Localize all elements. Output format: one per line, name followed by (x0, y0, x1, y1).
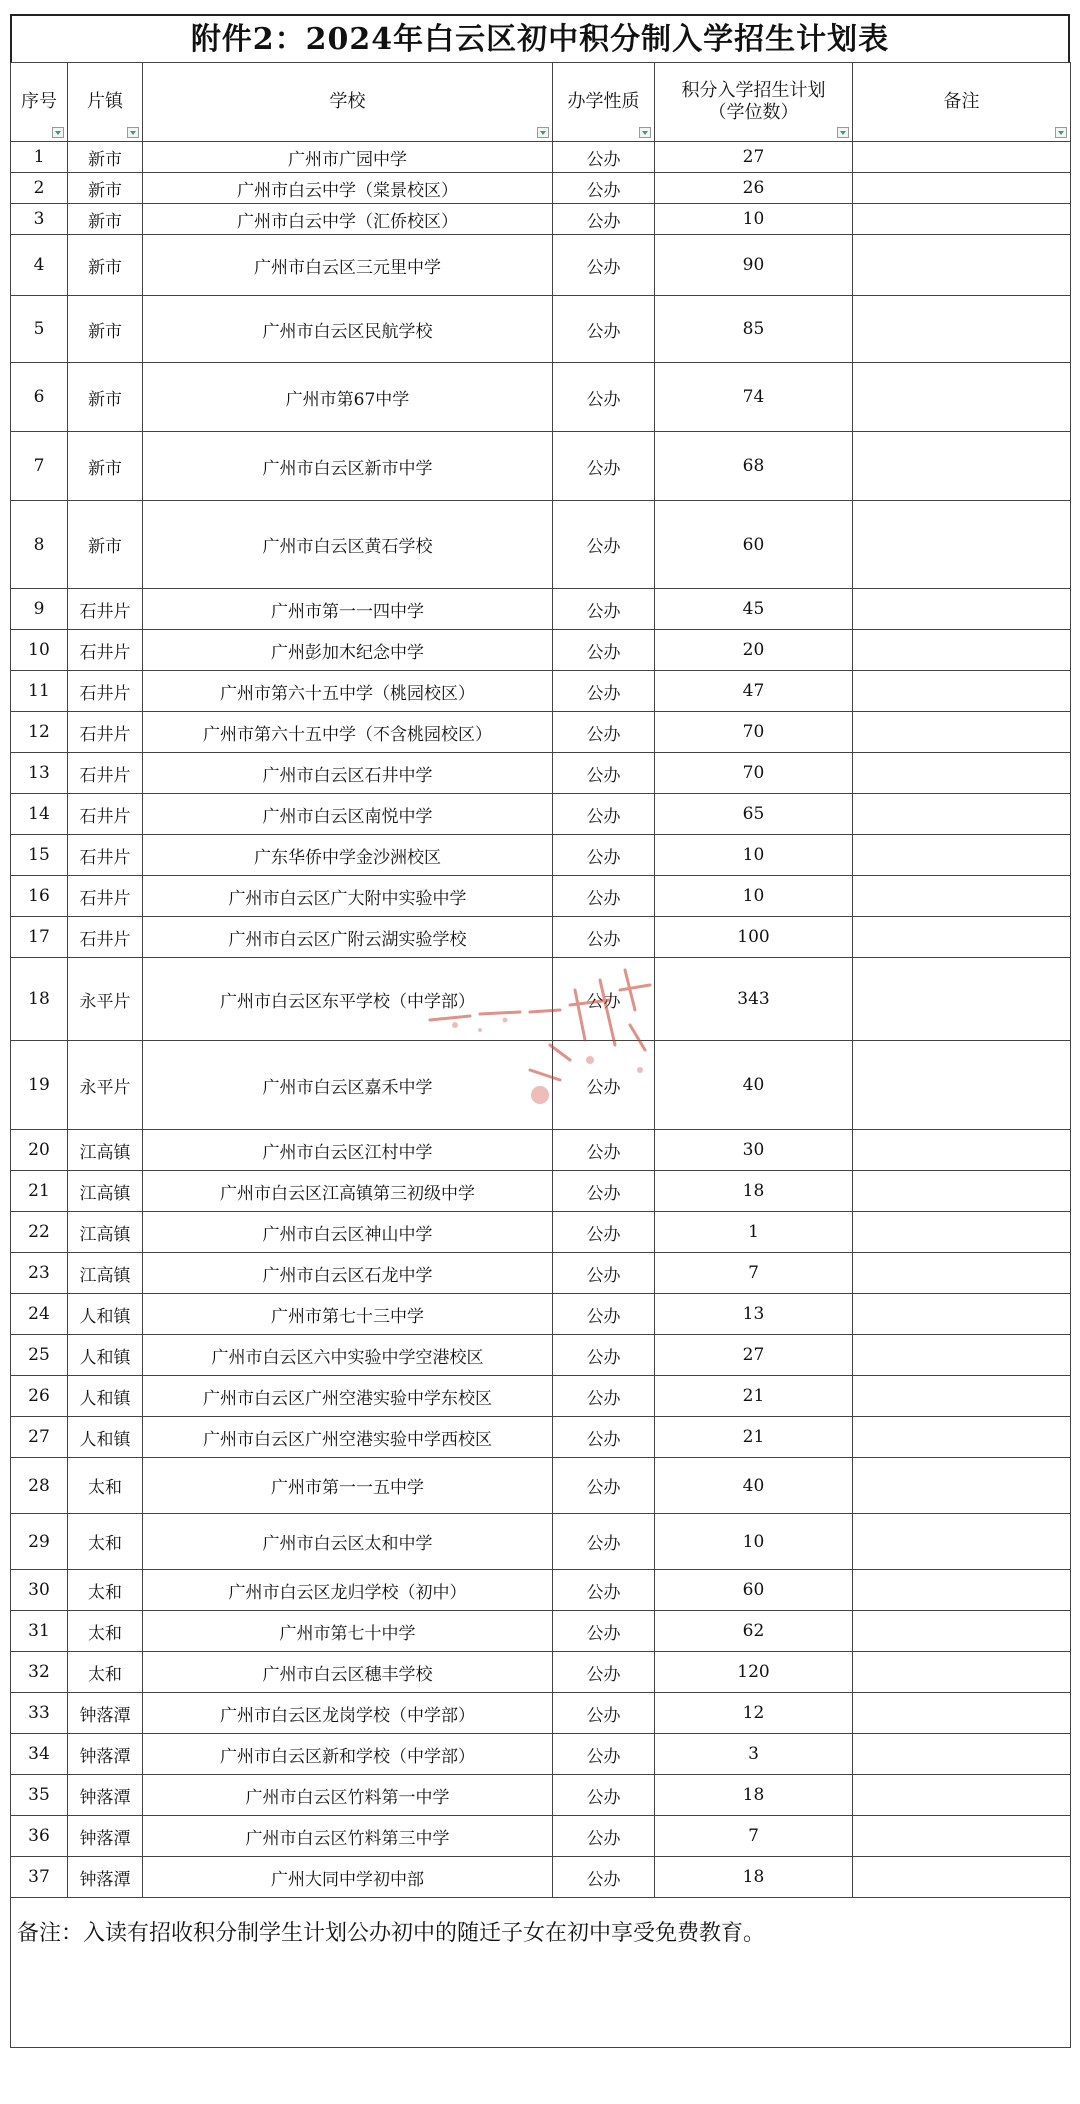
table-row (11, 1775, 1071, 1816)
cell-plan[interactable]: 26 (655, 173, 853, 204)
filter-dropdown-icon[interactable] (639, 127, 651, 138)
cell-plan[interactable]: 74 (655, 363, 853, 432)
cell-school[interactable]: 广州市白云区龙岗学校（中学部） (143, 1693, 553, 1734)
cell-school[interactable]: 广州市广园中学 (143, 142, 553, 173)
cell-area[interactable]: 人和镇 (68, 1417, 143, 1458)
cell-nature[interactable]: 公办 (553, 1570, 655, 1611)
cell-plan[interactable]: 62 (655, 1611, 853, 1652)
cell-nature[interactable]: 公办 (553, 1417, 655, 1458)
cell-school[interactable]: 广东华侨中学金沙洲校区 (143, 835, 553, 876)
cell-school[interactable]: 广州市白云区石井中学 (143, 753, 553, 794)
cell-plan[interactable]: 70 (655, 712, 853, 753)
cell-nature[interactable]: 公办 (553, 630, 655, 671)
cell-school[interactable]: 广州市第一一四中学 (143, 589, 553, 630)
cell-school[interactable]: 广州市白云区江高镇第三初级中学 (143, 1171, 553, 1212)
cell-area[interactable]: 人和镇 (68, 1294, 143, 1335)
cell-school[interactable]: 广州市白云区嘉禾中学 (143, 1041, 553, 1130)
cell-nature[interactable]: 公办 (553, 876, 655, 917)
header-school[interactable]: 学校 (143, 63, 553, 142)
cell-area[interactable]: 石井片 (68, 712, 143, 753)
cell-plan[interactable]: 27 (655, 1335, 853, 1376)
cell-remark[interactable] (853, 1857, 1071, 1898)
cell-plan[interactable]: 18 (655, 1171, 853, 1212)
cell-nature[interactable]: 公办 (553, 501, 655, 589)
cell-remark[interactable] (853, 173, 1071, 204)
page-title: 附件2：2024年白云区初中积分制入学招生计划表 (10, 14, 1070, 62)
cell-plan[interactable]: 10 (655, 1514, 853, 1570)
cell-plan[interactable]: 13 (655, 1294, 853, 1335)
cell-nature[interactable]: 公办 (553, 1253, 655, 1294)
cell-nature[interactable]: 公办 (553, 671, 655, 712)
cell-no[interactable]: 6 (11, 363, 68, 432)
cell-school[interactable]: 广州市白云区广州空港实验中学西校区 (143, 1417, 553, 1458)
cell-area[interactable]: 新市 (68, 296, 143, 363)
cell-area[interactable]: 永平片 (68, 958, 143, 1041)
table-row (11, 917, 1071, 958)
cell-no[interactable]: 4 (11, 235, 68, 296)
cell-nature[interactable]: 公办 (553, 753, 655, 794)
table-row (11, 1857, 1071, 1898)
cell-area[interactable]: 石井片 (68, 630, 143, 671)
cell-remark[interactable] (853, 835, 1071, 876)
cell-area[interactable]: 太和 (68, 1652, 143, 1693)
cell-nature[interactable]: 公办 (553, 1130, 655, 1171)
cell-nature[interactable]: 公办 (553, 1652, 655, 1693)
filter-dropdown-icon[interactable] (1055, 127, 1067, 138)
cell-nature[interactable]: 公办 (553, 1294, 655, 1335)
cell-no[interactable]: 10 (11, 630, 68, 671)
cell-no[interactable]: 21 (11, 1171, 68, 1212)
cell-school[interactable]: 广州市白云区江村中学 (143, 1130, 553, 1171)
cell-no[interactable]: 8 (11, 501, 68, 589)
cell-no[interactable]: 22 (11, 1212, 68, 1253)
table-row (11, 204, 1071, 235)
cell-nature[interactable]: 公办 (553, 204, 655, 235)
cell-nature[interactable]: 公办 (553, 1734, 655, 1775)
table-row (11, 296, 1071, 363)
cell-school[interactable]: 广州大同中学初中部 (143, 1857, 553, 1898)
cell-remark[interactable] (853, 1212, 1071, 1253)
cell-plan[interactable]: 12 (655, 1693, 853, 1734)
table-row (11, 1458, 1071, 1514)
filter-dropdown-icon[interactable] (127, 127, 139, 138)
cell-plan[interactable]: 18 (655, 1775, 853, 1816)
cell-plan[interactable]: 21 (655, 1376, 853, 1417)
cell-no[interactable]: 36 (11, 1816, 68, 1857)
cell-area[interactable]: 石井片 (68, 917, 143, 958)
table-row (11, 1816, 1071, 1857)
cell-area[interactable]: 钟落潭 (68, 1775, 143, 1816)
cell-school[interactable]: 广州市白云区竹料第三中学 (143, 1816, 553, 1857)
header-row (11, 63, 1071, 142)
cell-no[interactable]: 24 (11, 1294, 68, 1335)
cell-school[interactable]: 广州彭加木纪念中学 (143, 630, 553, 671)
cell-remark[interactable] (853, 1253, 1071, 1294)
cell-remark[interactable] (853, 1417, 1071, 1458)
cell-no[interactable]: 12 (11, 712, 68, 753)
header-area[interactable]: 片镇 (68, 63, 143, 142)
table-row (11, 712, 1071, 753)
cell-no[interactable]: 20 (11, 1130, 68, 1171)
cell-plan[interactable]: 343 (655, 958, 853, 1041)
cell-nature[interactable]: 公办 (553, 296, 655, 363)
cell-no[interactable]: 18 (11, 958, 68, 1041)
cell-area[interactable]: 太和 (68, 1514, 143, 1570)
cell-remark[interactable] (853, 1458, 1071, 1514)
cell-nature[interactable]: 公办 (553, 1458, 655, 1514)
cell-remark[interactable] (853, 671, 1071, 712)
cell-remark[interactable] (853, 1514, 1071, 1570)
table-row (11, 142, 1071, 173)
table-row (11, 753, 1071, 794)
cell-plan[interactable]: 45 (655, 589, 853, 630)
cell-nature[interactable]: 公办 (553, 1775, 655, 1816)
cell-plan[interactable]: 100 (655, 917, 853, 958)
cell-school[interactable]: 广州市白云区广附云湖实验学校 (143, 917, 553, 958)
cell-nature[interactable]: 公办 (553, 1611, 655, 1652)
cell-plan[interactable]: 68 (655, 432, 853, 501)
table-row (11, 1212, 1071, 1253)
cell-area[interactable]: 新市 (68, 432, 143, 501)
cell-no[interactable]: 7 (11, 432, 68, 501)
table-row (11, 1171, 1071, 1212)
cell-no[interactable]: 28 (11, 1458, 68, 1514)
cell-area[interactable]: 石井片 (68, 589, 143, 630)
footnote: 备注：入读有招收积分制学生计划公办初中的随迁子女在初中享受免费教育。 (11, 1898, 1071, 2048)
cell-no[interactable]: 32 (11, 1652, 68, 1693)
cell-school[interactable]: 广州市白云区穗丰学校 (143, 1652, 553, 1693)
cell-remark[interactable] (853, 1294, 1071, 1335)
cell-no[interactable]: 14 (11, 794, 68, 835)
cell-nature[interactable]: 公办 (553, 917, 655, 958)
cell-area[interactable]: 石井片 (68, 876, 143, 917)
cell-area[interactable]: 石井片 (68, 794, 143, 835)
cell-plan[interactable]: 7 (655, 1816, 853, 1857)
cell-area[interactable]: 钟落潭 (68, 1857, 143, 1898)
filter-dropdown-icon[interactable] (52, 127, 64, 138)
table-row (11, 1253, 1071, 1294)
cell-remark[interactable] (853, 142, 1071, 173)
cell-nature[interactable]: 公办 (553, 1857, 655, 1898)
cell-no[interactable]: 1 (11, 142, 68, 173)
table-row (11, 1693, 1071, 1734)
cell-nature[interactable]: 公办 (553, 432, 655, 501)
cell-plan[interactable]: 30 (655, 1130, 853, 1171)
cell-nature[interactable]: 公办 (553, 835, 655, 876)
cell-school[interactable]: 广州市白云区三元里中学 (143, 235, 553, 296)
cell-no[interactable]: 33 (11, 1693, 68, 1734)
cell-remark[interactable] (853, 1611, 1071, 1652)
cell-plan[interactable]: 3 (655, 1734, 853, 1775)
cell-no[interactable]: 9 (11, 589, 68, 630)
cell-no[interactable]: 16 (11, 876, 68, 917)
cell-remark[interactable] (853, 1570, 1071, 1611)
cell-remark[interactable] (853, 1816, 1071, 1857)
cell-remark[interactable] (853, 204, 1071, 235)
cell-plan[interactable]: 21 (655, 1417, 853, 1458)
cell-school[interactable]: 广州市白云区东平学校（中学部） (143, 958, 553, 1041)
table-row (11, 1734, 1071, 1775)
cell-nature[interactable]: 公办 (553, 1171, 655, 1212)
cell-school[interactable]: 广州市白云区新市中学 (143, 432, 553, 501)
cell-remark[interactable] (853, 753, 1071, 794)
cell-area[interactable]: 新市 (68, 173, 143, 204)
cell-plan[interactable]: 1 (655, 1212, 853, 1253)
cell-school[interactable]: 广州市白云区黄石学校 (143, 501, 553, 589)
table-row (11, 1652, 1071, 1693)
cell-no[interactable]: 23 (11, 1253, 68, 1294)
header-remark[interactable]: 备注 (853, 63, 1071, 142)
cell-no[interactable]: 27 (11, 1417, 68, 1458)
cell-school[interactable]: 广州市白云区新和学校（中学部） (143, 1734, 553, 1775)
filter-dropdown-icon[interactable] (537, 127, 549, 138)
cell-remark[interactable] (853, 501, 1071, 589)
table-row (11, 173, 1071, 204)
cell-remark[interactable] (853, 630, 1071, 671)
cell-school[interactable]: 广州市第67中学 (143, 363, 553, 432)
table-row (11, 1514, 1071, 1570)
cell-remark[interactable] (853, 363, 1071, 432)
header-plan[interactable]: 积分入学招生计划 （学位数） (655, 63, 853, 142)
cell-area[interactable]: 永平片 (68, 1041, 143, 1130)
cell-plan[interactable]: 40 (655, 1041, 853, 1130)
cell-nature[interactable]: 公办 (553, 1514, 655, 1570)
cell-school[interactable]: 广州市第一一五中学 (143, 1458, 553, 1514)
cell-school[interactable]: 广州市白云区南悦中学 (143, 794, 553, 835)
cell-area[interactable]: 太和 (68, 1570, 143, 1611)
cell-remark[interactable] (853, 794, 1071, 835)
table-row (11, 1041, 1071, 1130)
cell-remark[interactable] (853, 1376, 1071, 1417)
cell-remark[interactable] (853, 1652, 1071, 1693)
cell-no[interactable]: 35 (11, 1775, 68, 1816)
cell-area[interactable]: 江高镇 (68, 1130, 143, 1171)
cell-nature[interactable]: 公办 (553, 142, 655, 173)
cell-remark[interactable] (853, 1693, 1071, 1734)
table-row (11, 432, 1071, 501)
cell-nature[interactable]: 公办 (553, 173, 655, 204)
cell-area[interactable]: 江高镇 (68, 1171, 143, 1212)
cell-remark[interactable] (853, 1130, 1071, 1171)
cell-no[interactable]: 13 (11, 753, 68, 794)
cell-no[interactable]: 3 (11, 204, 68, 235)
cell-remark[interactable] (853, 589, 1071, 630)
cell-remark[interactable] (853, 235, 1071, 296)
cell-school[interactable]: 广州市白云区石龙中学 (143, 1253, 553, 1294)
cell-remark[interactable] (853, 712, 1071, 753)
cell-school[interactable]: 广州市第七十三中学 (143, 1294, 553, 1335)
cell-area[interactable]: 江高镇 (68, 1253, 143, 1294)
table-row (11, 1417, 1071, 1458)
cell-no[interactable]: 25 (11, 1335, 68, 1376)
cell-school[interactable]: 广州市白云区神山中学 (143, 1212, 553, 1253)
cell-plan[interactable]: 10 (655, 835, 853, 876)
cell-plan[interactable]: 85 (655, 296, 853, 363)
cell-no[interactable]: 37 (11, 1857, 68, 1898)
cell-area[interactable]: 人和镇 (68, 1376, 143, 1417)
table-row (11, 671, 1071, 712)
cell-no[interactable]: 15 (11, 835, 68, 876)
cell-no[interactable]: 11 (11, 671, 68, 712)
cell-plan[interactable]: 47 (655, 671, 853, 712)
cell-plan[interactable]: 90 (655, 235, 853, 296)
table-row (11, 835, 1071, 876)
cell-remark[interactable] (853, 432, 1071, 501)
cell-nature[interactable]: 公办 (553, 1693, 655, 1734)
cell-plan[interactable]: 10 (655, 204, 853, 235)
footnote-row (11, 1898, 1071, 2048)
table-row (11, 1570, 1071, 1611)
cell-remark[interactable] (853, 296, 1071, 363)
cell-plan[interactable]: 65 (655, 794, 853, 835)
cell-nature[interactable]: 公办 (553, 958, 655, 1041)
cell-remark[interactable] (853, 1734, 1071, 1775)
cell-school[interactable]: 广州市白云区广州空港实验中学东校区 (143, 1376, 553, 1417)
cell-no[interactable]: 30 (11, 1570, 68, 1611)
table-row (11, 876, 1071, 917)
cell-nature[interactable]: 公办 (553, 1041, 655, 1130)
cell-remark[interactable] (853, 958, 1071, 1041)
cell-area[interactable]: 新市 (68, 363, 143, 432)
header-nature[interactable]: 办学性质 (553, 63, 655, 142)
cell-area[interactable]: 石井片 (68, 835, 143, 876)
cell-nature[interactable]: 公办 (553, 1335, 655, 1376)
cell-nature[interactable]: 公办 (553, 363, 655, 432)
cell-school[interactable]: 广州市白云区太和中学 (143, 1514, 553, 1570)
cell-remark[interactable] (853, 876, 1071, 917)
cell-area[interactable]: 钟落潭 (68, 1734, 143, 1775)
cell-no[interactable]: 26 (11, 1376, 68, 1417)
table-row (11, 630, 1071, 671)
cell-nature[interactable]: 公办 (553, 1212, 655, 1253)
table-row (11, 1335, 1071, 1376)
cell-school[interactable]: 广州市第七十中学 (143, 1611, 553, 1652)
cell-plan[interactable]: 120 (655, 1652, 853, 1693)
cell-school[interactable]: 广州市白云区龙归学校（初中） (143, 1570, 553, 1611)
cell-area[interactable]: 江高镇 (68, 1212, 143, 1253)
cell-area[interactable]: 石井片 (68, 671, 143, 712)
cell-school[interactable]: 广州市白云区六中实验中学空港校区 (143, 1335, 553, 1376)
cell-no[interactable]: 5 (11, 296, 68, 363)
cell-school[interactable]: 广州市第六十五中学（桃园校区） (143, 671, 553, 712)
cell-nature[interactable]: 公办 (553, 1816, 655, 1857)
cell-no[interactable]: 2 (11, 173, 68, 204)
table-row (11, 1611, 1071, 1652)
cell-nature[interactable]: 公办 (553, 1376, 655, 1417)
cell-area[interactable]: 新市 (68, 204, 143, 235)
cell-plan[interactable]: 70 (655, 753, 853, 794)
spreadsheet (10, 14, 1070, 2048)
cell-school[interactable]: 广州市白云区广大附中实验中学 (143, 876, 553, 917)
cell-remark[interactable] (853, 1335, 1071, 1376)
cell-plan[interactable]: 10 (655, 876, 853, 917)
cell-nature[interactable]: 公办 (553, 712, 655, 753)
cell-school[interactable]: 广州市白云中学（汇侨校区） (143, 204, 553, 235)
cell-area[interactable]: 人和镇 (68, 1335, 143, 1376)
cell-plan[interactable]: 40 (655, 1458, 853, 1514)
cell-plan[interactable]: 60 (655, 501, 853, 589)
table-row (11, 1376, 1071, 1417)
cell-area[interactable]: 新市 (68, 142, 143, 173)
cell-plan[interactable]: 27 (655, 142, 853, 173)
cell-plan[interactable]: 18 (655, 1857, 853, 1898)
cell-area[interactable]: 新市 (68, 501, 143, 589)
table-row (11, 958, 1071, 1041)
cell-no[interactable]: 19 (11, 1041, 68, 1130)
cell-plan[interactable]: 60 (655, 1570, 853, 1611)
cell-school[interactable]: 广州市第六十五中学（不含桃园校区） (143, 712, 553, 753)
cell-no[interactable]: 17 (11, 917, 68, 958)
cell-school[interactable]: 广州市白云中学（棠景校区） (143, 173, 553, 204)
cell-remark[interactable] (853, 1041, 1071, 1130)
table-row (11, 1130, 1071, 1171)
cell-area[interactable]: 新市 (68, 235, 143, 296)
filter-dropdown-icon[interactable] (837, 127, 849, 138)
table-body (11, 142, 1071, 1898)
cell-plan[interactable]: 20 (655, 630, 853, 671)
cell-nature[interactable]: 公办 (553, 589, 655, 630)
admission-plan-table (10, 62, 1071, 2048)
cell-area[interactable]: 钟落潭 (68, 1816, 143, 1857)
cell-school[interactable]: 广州市白云区竹料第一中学 (143, 1775, 553, 1816)
cell-no[interactable]: 29 (11, 1514, 68, 1570)
cell-no[interactable]: 31 (11, 1611, 68, 1652)
cell-nature[interactable]: 公办 (553, 235, 655, 296)
cell-area[interactable]: 石井片 (68, 753, 143, 794)
cell-remark[interactable] (853, 1171, 1071, 1212)
table-row (11, 1294, 1071, 1335)
cell-school[interactable]: 广州市白云区民航学校 (143, 296, 553, 363)
table-row (11, 235, 1071, 296)
cell-remark[interactable] (853, 1775, 1071, 1816)
cell-nature[interactable]: 公办 (553, 794, 655, 835)
table-row (11, 363, 1071, 432)
cell-remark[interactable] (853, 917, 1071, 958)
cell-no[interactable]: 34 (11, 1734, 68, 1775)
header-no[interactable]: 序号 (11, 63, 68, 142)
cell-area[interactable]: 太和 (68, 1611, 143, 1652)
cell-area[interactable]: 钟落潭 (68, 1693, 143, 1734)
table-row (11, 794, 1071, 835)
cell-area[interactable]: 太和 (68, 1458, 143, 1514)
table-row (11, 589, 1071, 630)
table-row (11, 501, 1071, 589)
cell-plan[interactable]: 7 (655, 1253, 853, 1294)
